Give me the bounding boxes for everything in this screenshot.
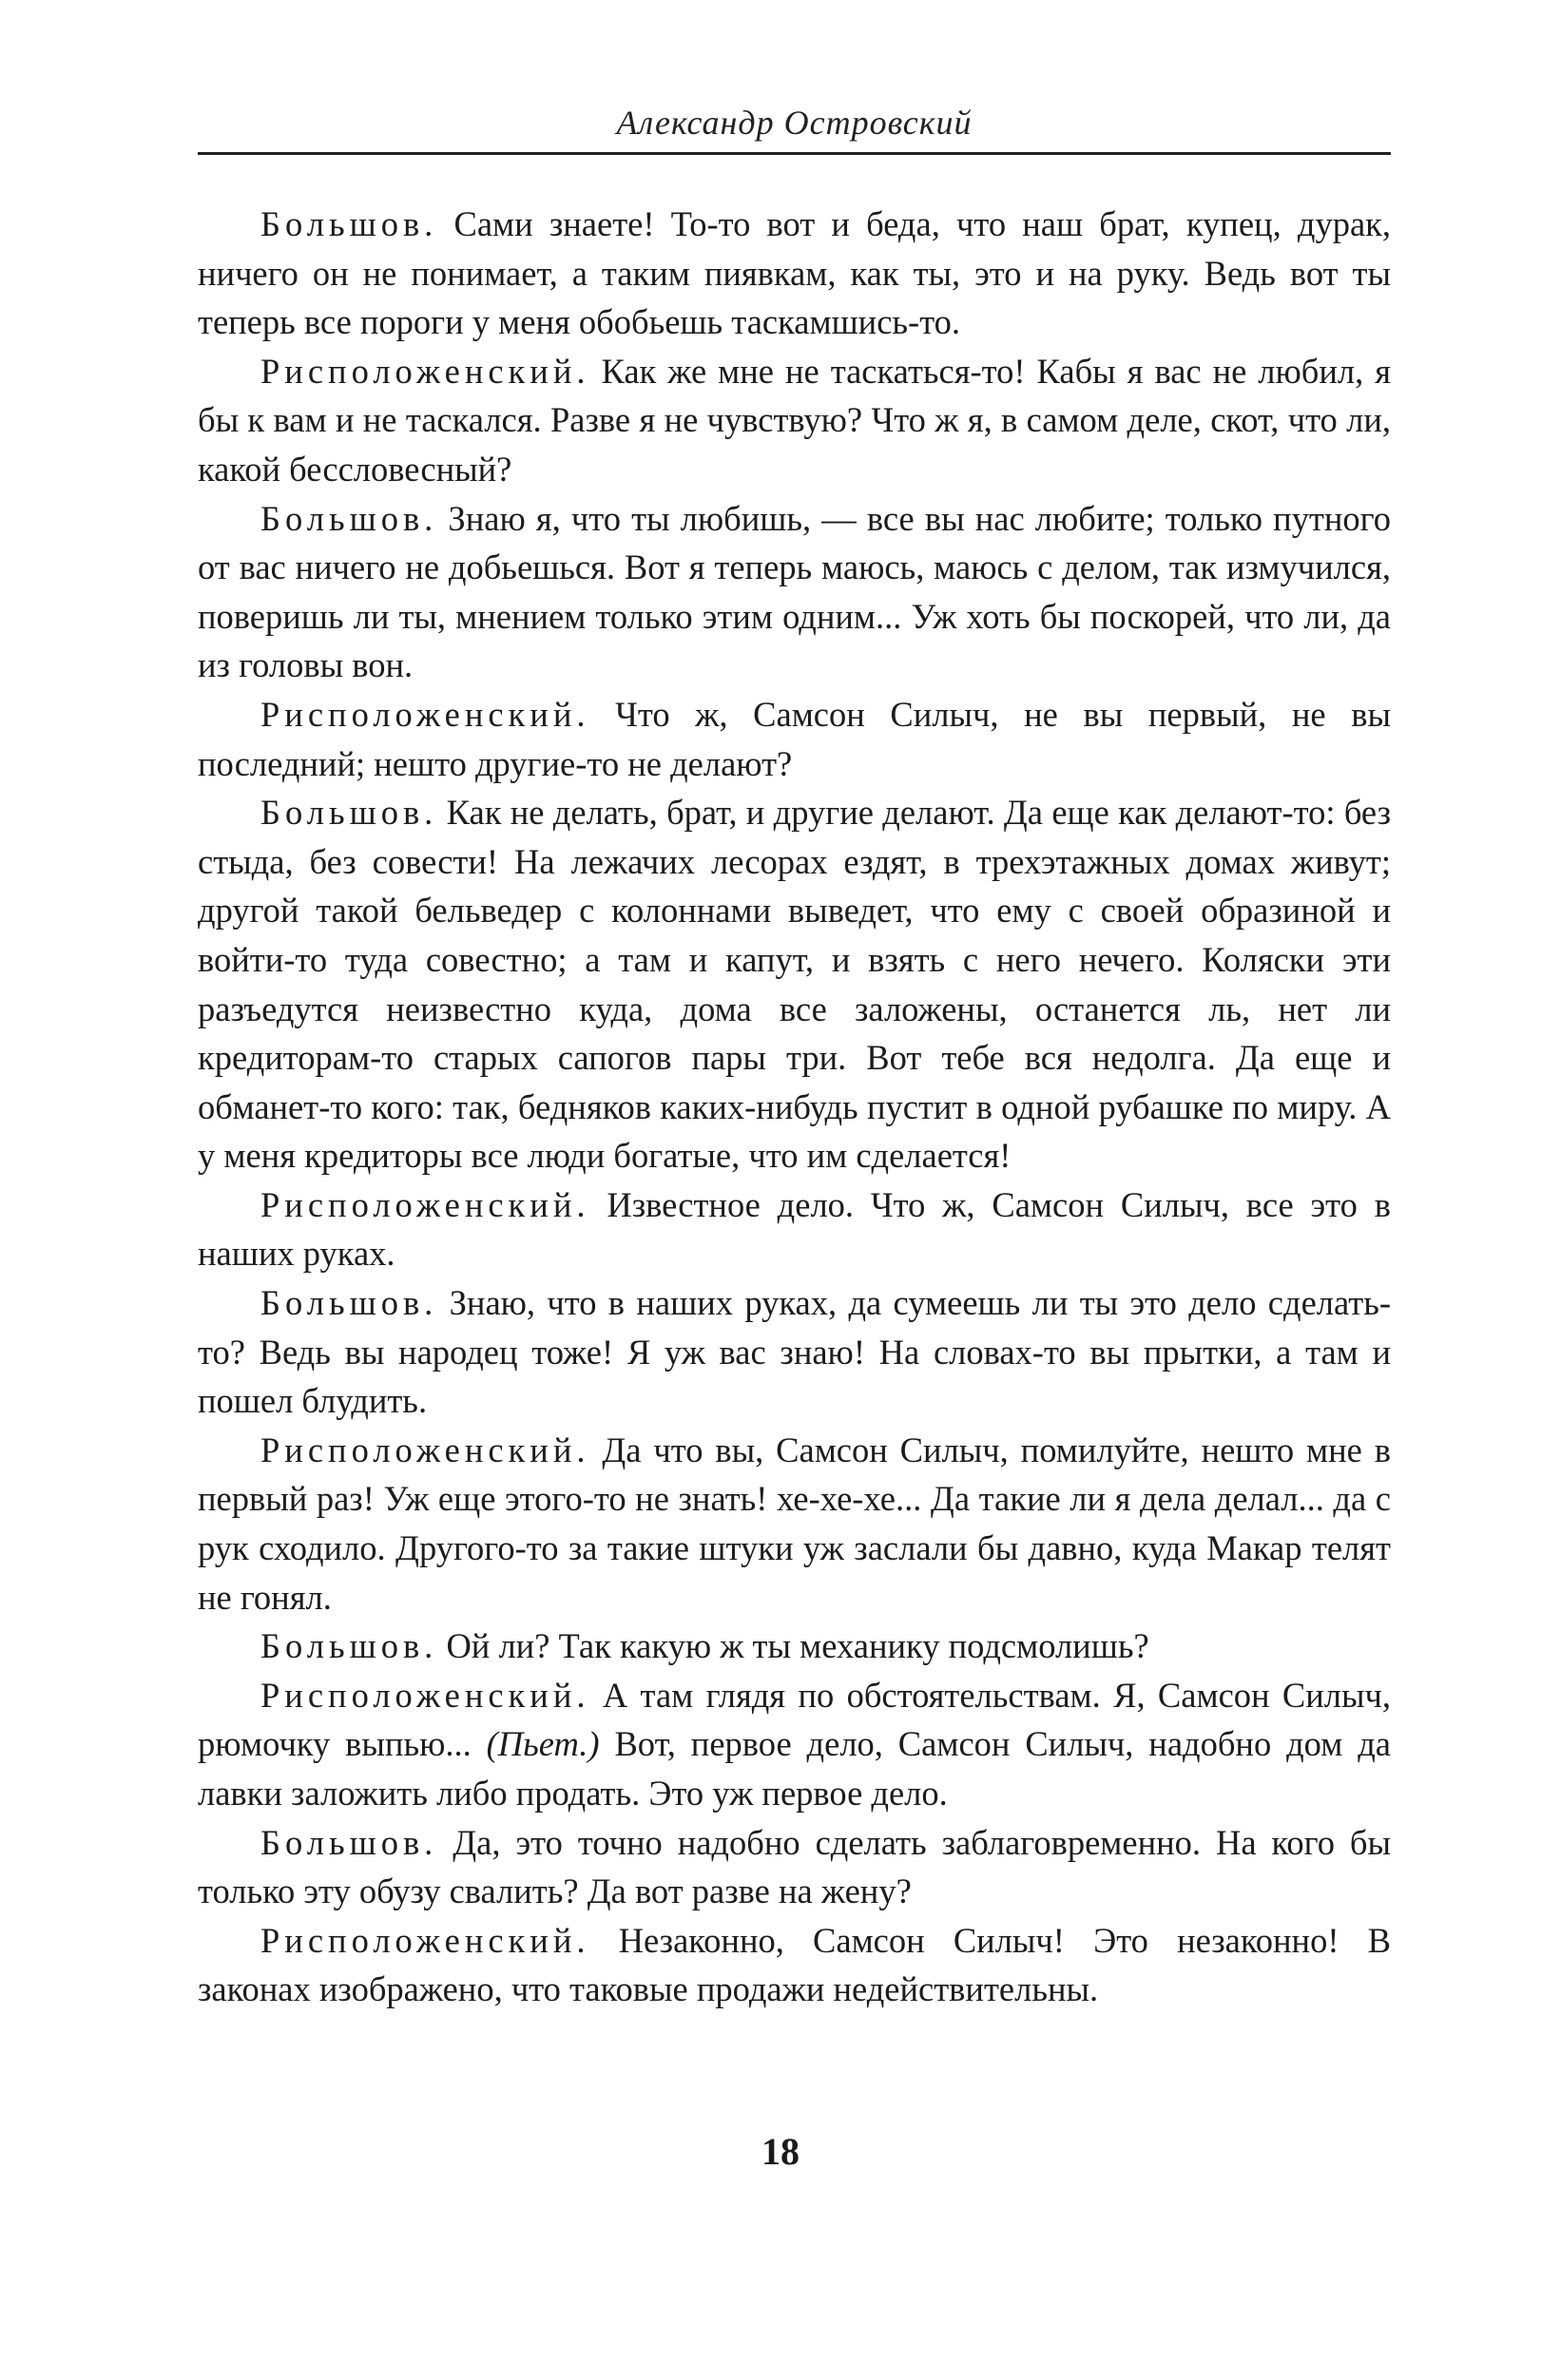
speech-text: Знаю я, что ты любишь, — все вы нас любите; только путного от вас ничего не добьешься. Вот я теперь маюсь, маюсь с делом, так измучился, поверишь ли ты, мнением только этим одним... Уж хоть бы поскорей, что ли, да из головы вон.: [198, 498, 1391, 685]
speech-text: Как не делать, брат, и другие делают. Да еще как делают-то: без стыда, без совести! На лежачих лесорах ездят, в трехэтажных домах живут; другой такой бельведер с колоннами выведет, что ему с своей образиной и войти-то туда совестно; а там и капут, и взять с него нечего. Коляски эти разъедутся неизвестно куда, дома все заложены, останется ль, нет ли кредиторам-то старых сапогов пары три. Вот тебе вся недолга. Да еще и обманет-то кого: так, бедняков каких-нибудь пустит в одной рубашке по миру. А у меня кредиторы все люди богатые, что им сделается!: [198, 793, 1391, 1176]
speech-text: Вот, первое дело, Самсон Силыч, надобно дом да лавки заложить либо продать. Это уж первое дело.: [198, 1724, 1391, 1813]
speech-text: Известное дело. Что ж, Самсон Силыч, все это в наших руках.: [198, 1184, 1391, 1274]
dialogue-paragraph: [198, 1426, 1391, 1622]
speaker-name: Большов.: [260, 1283, 438, 1323]
running-head-author: Александр Островский: [616, 104, 973, 142]
speech-text: Ой ли? Так какую ж ты механику подсмолишь?: [437, 1626, 1149, 1666]
speech-text: Как же мне не таскаться-то! Кабы я вас не любил, я бы к вам и не таскался. Разве я не чувствую? Что ж я, в самом деле, скот, что ли, какой бессловесный?: [198, 351, 1391, 489]
dialogue-paragraph: [198, 690, 1391, 788]
stage-direction: (Пьет.): [486, 1724, 600, 1764]
speech-text: Что ж, Самсон Силыч, не вы первый, не вы последний; нешто другие-то не делают?: [198, 694, 1391, 783]
dialogue-paragraph: [198, 347, 1391, 494]
dialogue-paragraph: [198, 1916, 1391, 2014]
dialogue-paragraph: [198, 1622, 1391, 1671]
speaker-name: Большов.: [260, 793, 438, 833]
dialogue-paragraph: [198, 1818, 1391, 1916]
dialogue-paragraph: [198, 494, 1391, 690]
speaker-name: Рисположенский.: [260, 1184, 590, 1224]
speaker-name: Большов.: [260, 204, 438, 243]
speaker-name: Рисположенский.: [260, 351, 590, 391]
speaker-name: Большов.: [260, 498, 438, 538]
speech-text: Да, это точно надобно сделать заблаговременно. На кого бы только эту обузу свалить? Да вот разве на жену?: [198, 1822, 1391, 1911]
play-text: [198, 200, 1391, 2014]
speech-text: Знаю, что в наших руках, да сумеешь ли ты это дело сделать-то? Ведь вы народец тоже! Я уж вас знаю! На словах-то вы прытки, а там и пошел блудить.: [198, 1283, 1391, 1421]
speaker-name: Большов.: [260, 1822, 438, 1862]
header-rule: [198, 152, 1391, 155]
speaker-name: Рисположенский.: [260, 1430, 590, 1469]
speech-text: Сами знаете! То-то вот и беда, что наш брат, купец, дурак, ничего он не понимает, а таким пиявкам, как ты, это и на руку. Ведь вот ты теперь все пороги у меня обобьешь таскамшись-то.: [198, 204, 1391, 342]
dialogue-paragraph: [198, 1671, 1391, 1818]
speech-text: А там глядя по обстоятельствам. Я, Самсон Силыч, рюмочку выпью...: [198, 1675, 1391, 1764]
dialogue-paragraph: [198, 1278, 1391, 1426]
dialogue-paragraph: [198, 200, 1391, 347]
dialogue-paragraph: [198, 788, 1391, 1180]
speaker-name: Рисположенский.: [260, 694, 590, 734]
speaker-name: Большов.: [260, 1626, 438, 1666]
speaker-name: Рисположенский.: [260, 1920, 590, 1960]
speaker-name: Рисположенский.: [260, 1675, 590, 1715]
dialogue-paragraph: [198, 1180, 1391, 1278]
speech-text: Да что вы, Самсон Силыч, помилуйте, нешто мне в первый раз! Уж еще этого-то не знать! хе-хе-хе... Да такие ли я дела делал... да с рук сходило. Другого-то за такие штуки уж заслали бы давно, куда Макар телят не гонял.: [198, 1430, 1391, 1617]
speech-text: Незаконно, Самсон Силыч! Это незаконно! В законах изображено, что таковые продажи недействительны.: [198, 1920, 1391, 2009]
page-number: 18: [761, 2130, 800, 2173]
